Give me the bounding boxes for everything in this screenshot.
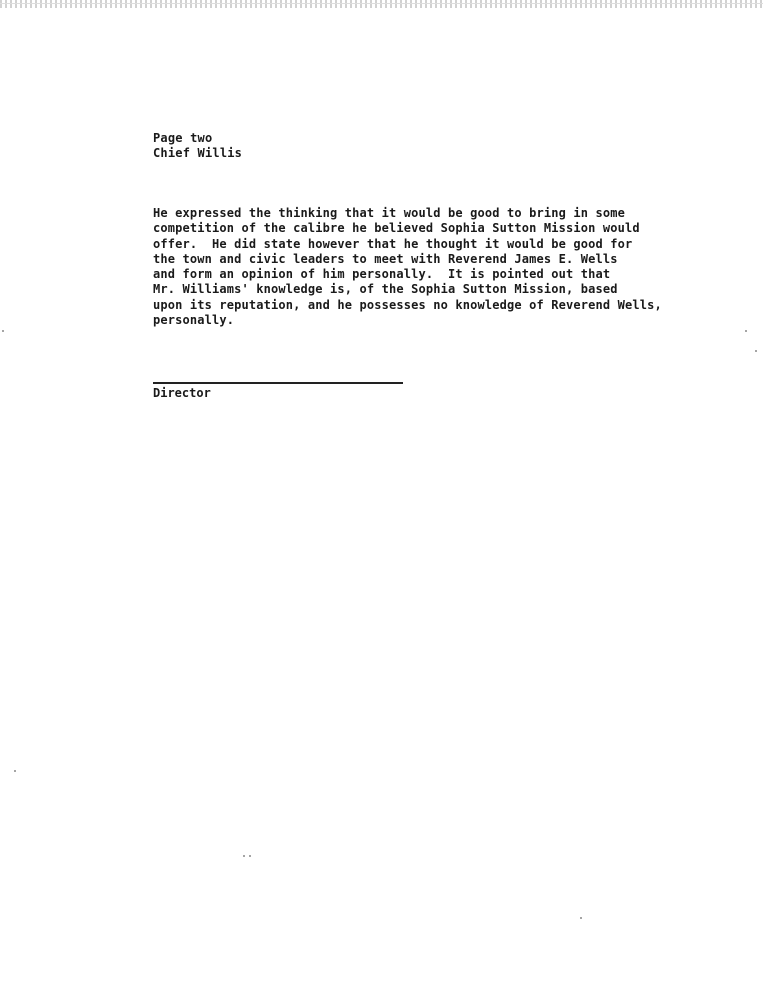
- scan-speck: [755, 350, 757, 352]
- scan-speck: [249, 855, 251, 857]
- body-line: the town and civic leaders to meet with Reverend James E. Wells: [153, 251, 618, 266]
- page-header: [153, 131, 242, 161]
- body-paragraph: [153, 206, 713, 328]
- body-line: and form an opinion of him personally. It is pointed out that: [153, 267, 611, 282]
- scan-speck: [243, 855, 245, 857]
- body-line: He expressed the thinking that it would be good to bring in some: [153, 206, 625, 220]
- body-line: Mr. Williams' knowledge is, of the Sophia Sutton Mission, based: [153, 282, 618, 297]
- body-line: competition of the calibre he believed Sophia Sutton Mission would: [153, 221, 640, 236]
- scanned-page-edge: [0, 0, 763, 8]
- recipient-name: Chief Willis: [153, 146, 243, 160]
- scan-speck: [2, 330, 4, 332]
- scan-speck: [580, 917, 582, 919]
- signature-title: Director: [153, 386, 211, 400]
- body-line: offer. He did state however that he thought it would be good for: [153, 236, 633, 251]
- scan-speck: [14, 770, 16, 772]
- body-line: upon its reputation, and he possesses no knowledge of Reverend Wells,: [153, 297, 662, 312]
- signature-line: [153, 382, 403, 384]
- scan-speck: [745, 330, 747, 332]
- page-number-label: Page two: [153, 131, 213, 145]
- body-line: personally.: [153, 313, 235, 328]
